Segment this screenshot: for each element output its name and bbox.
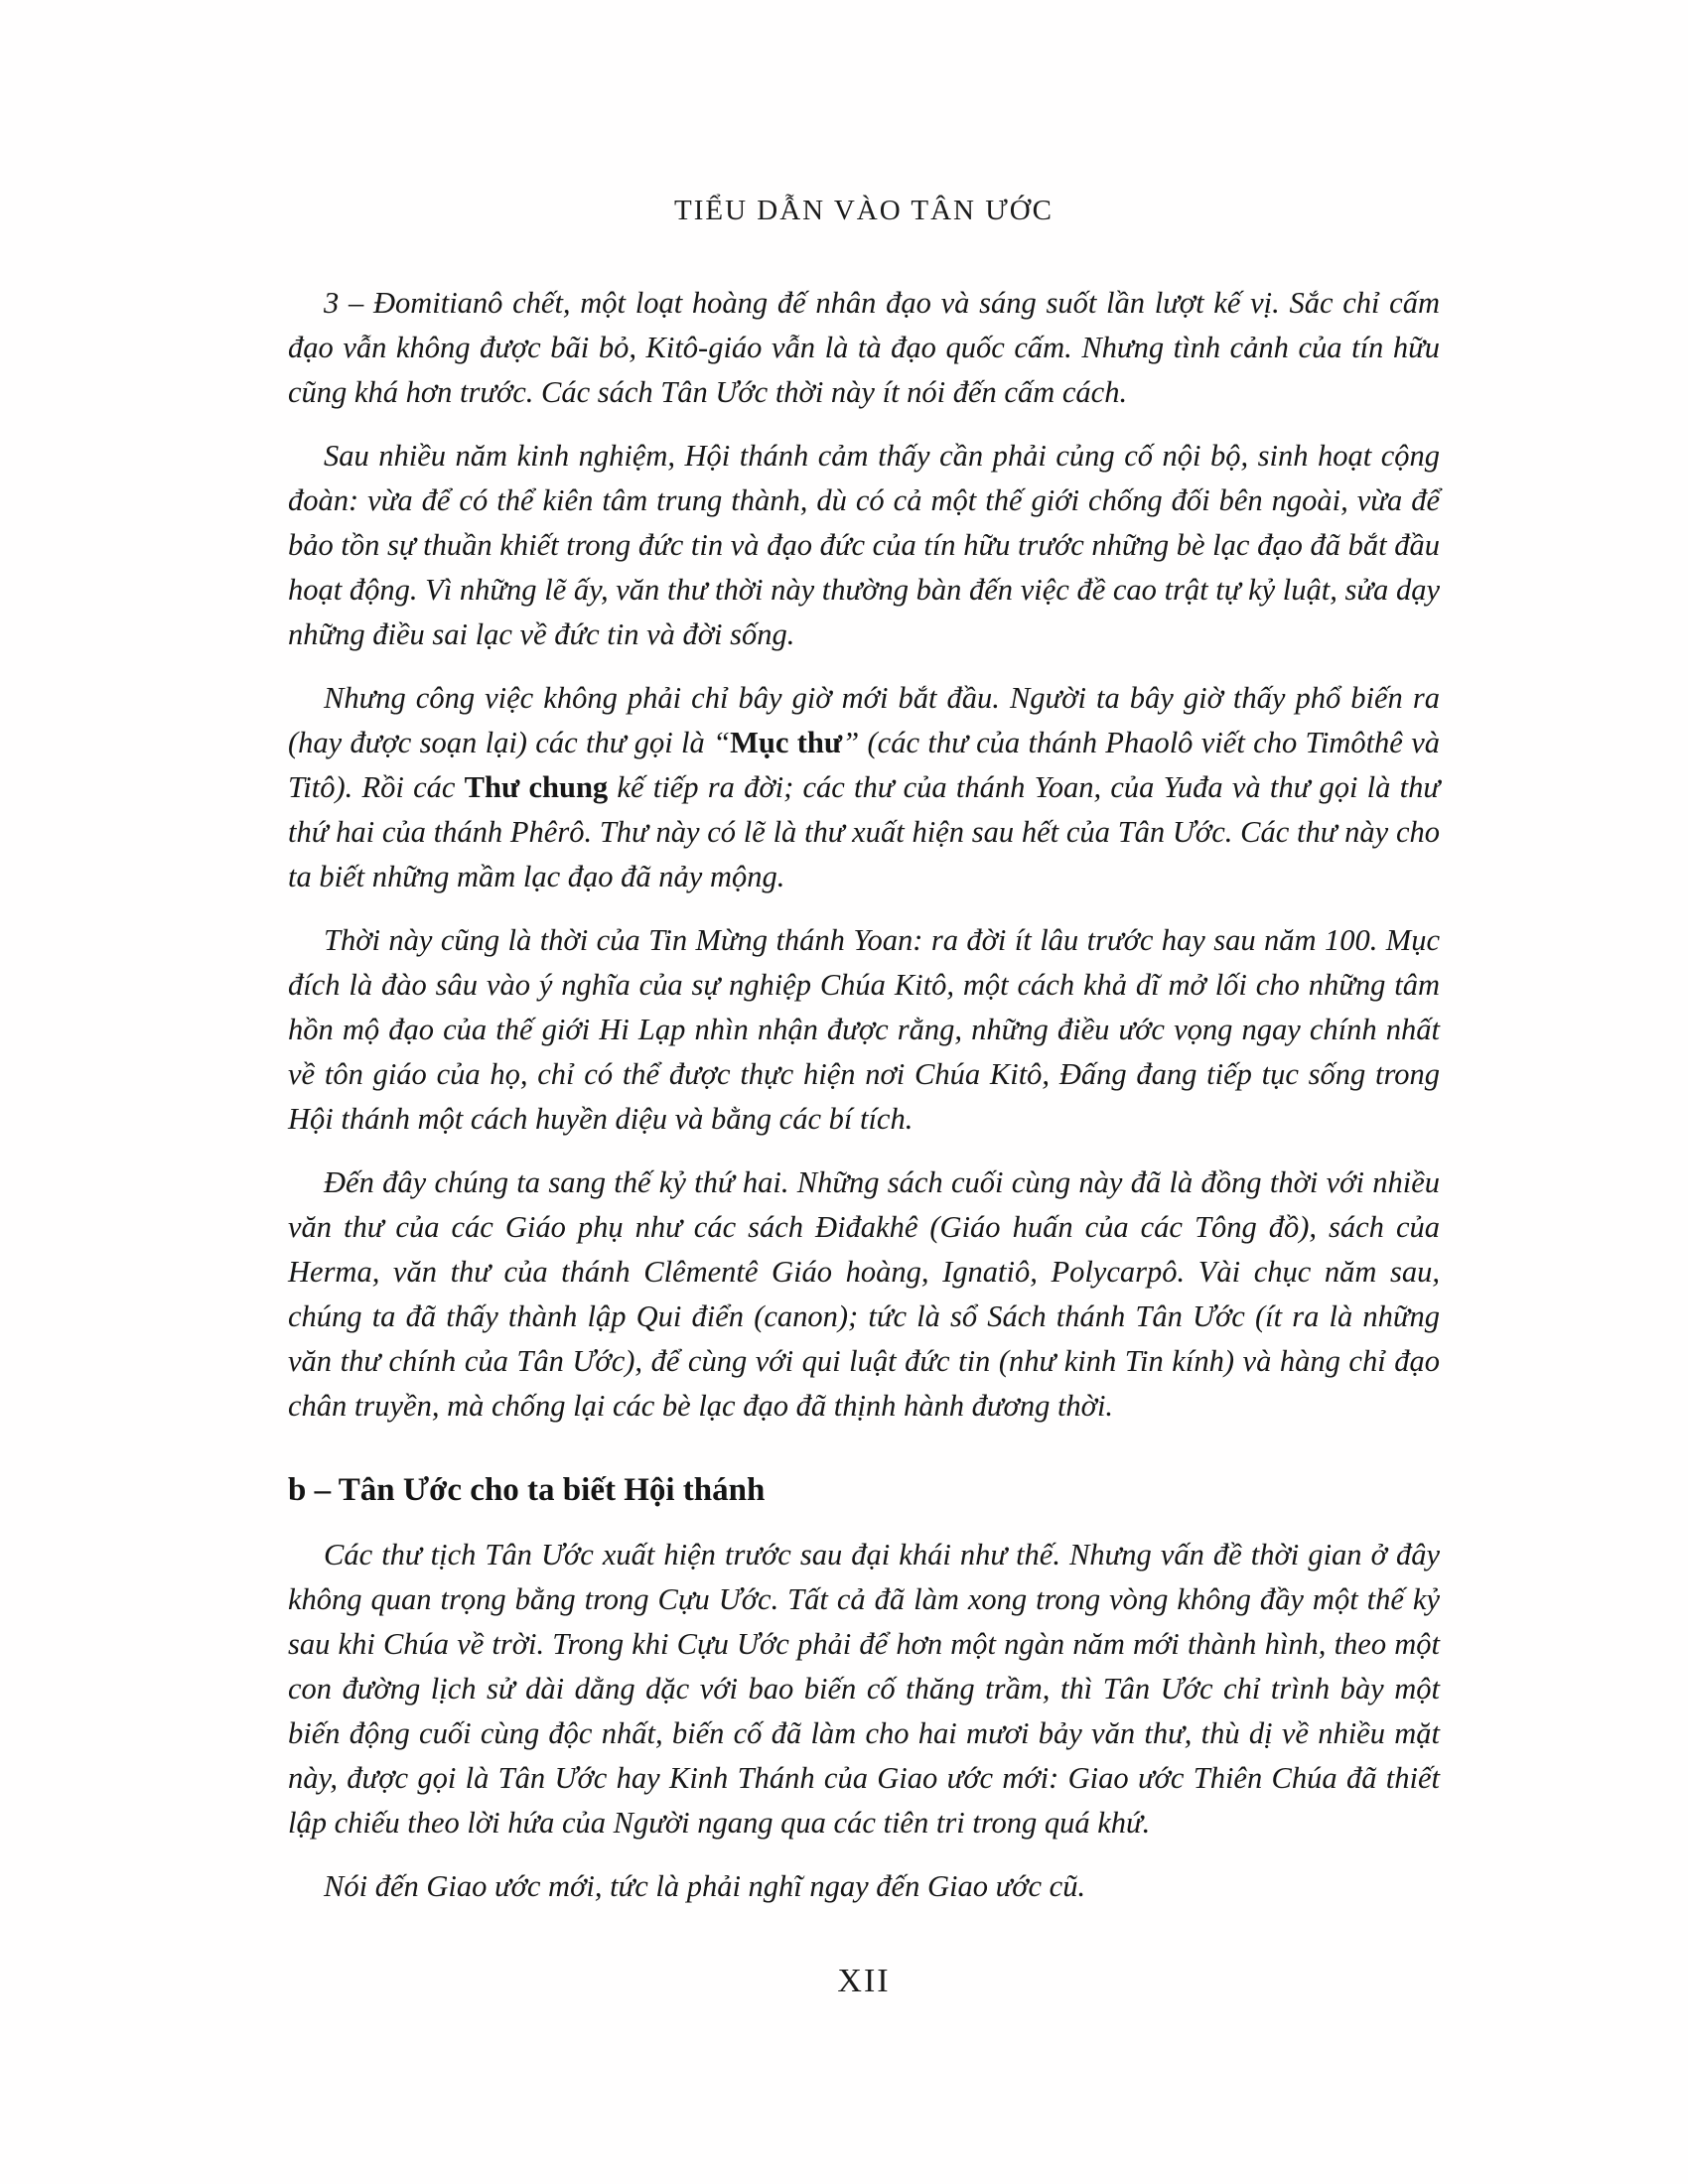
page-title: TIỂU DẪN VÀO TÂN ƯỚC bbox=[673, 195, 1055, 226]
text-run: Các thư tịch Tân Ước xuất hiện trước sau đại khái như thế. Nhưng vấn đề thời gian ở đây không quan trọng bằng trong Cựu Ước. Tất cả đã làm xong trong vòng không đầy một thế kỷ sau khi Chúa về trời. Trong khi Cựu Ước phải để hơn một ngàn năm mới thành hình, theo một con đường lịch sử dài dằng dặc với bao biến cố thăng trầm, thì Tân Ước chỉ trình bày một biến động cuối cùng độc nhất, biến cố đã làm cho hai mươi bảy văn thư, thù dị về nhiều mặt này, được gọi là Tân Ước hay Kinh Thánh của Giao ước mới: Giao ước Thiên Chúa đã thiết lập chiếu theo lời hứa của Người ngang qua các tiên tri trong quá khứ. bbox=[288, 1538, 1440, 1840]
text-run: Nói đến Giao ước mới, tức là phải nghĩ ngay đến Giao ước cũ. bbox=[324, 1869, 1086, 1903]
text-run: Sau nhiều năm kinh nghiệm, Hội thánh cảm thấy cần phải củng cố nội bộ, sinh hoạt cộng đoàn: vừa để có thể kiên tâm trung thành, dù có cả một thế giới chống đối bên ngoài, vừa để bảo tồn sự thuần khiết trong đức tin và đạo đức của tín hữu trước những bè lạc đạo đã bắt đầu hoạt động. Vì những lẽ ấy, văn thư thời này thường bàn đến việc đề cao trật tự kỷ luật, sửa dạy những điều sai lạc về đức tin và đời sống. bbox=[288, 439, 1440, 651]
text-run: ” (các thư của thánh Phaolô viết cho Timôthê và Titô). Rồi các bbox=[288, 726, 1440, 804]
document-body bbox=[288, 281, 1440, 1909]
text-run: Thời này cũng là thời của Tin Mừng thánh Yoan: ra đời ít lâu trước hay sau năm 100. Mục đích là đào sâu vào ý nghĩa của sự nghiệp Chúa Kitô, một cách khả dĩ mở lối cho những tâm hồn mộ đạo của thế giới Hi Lạp nhìn nhận được rằng, những điều ước vọng ngay chính nhất về tôn giáo của họ, chỉ có thể được thực hiện nơi Chúa Kitô, Đấng đang tiếp tục sống trong Hội thánh một cách huyền diệu và bằng các bí tích. bbox=[288, 923, 1440, 1136]
paragraph bbox=[288, 1533, 1440, 1845]
text-run: Đến đây chúng ta sang thế kỷ thứ hai. Những sách cuối cùng này đã là đồng thời với nhiều văn thư của các Giáo phụ như các sách Điđakhê (Giáo huấn của các Tông đồ), sách của Herma, văn thư của thánh Clêmentê Giáo hoàng, Ignatiô, Polycarpô. Vài chục năm sau, chúng ta đã thấy thành lập Qui điển (canon); tức là sổ Sách thánh Tân Ước (ít ra là những văn thư chính của Tân Ước), để cùng với qui luật đức tin (như kinh Tin kính) và hàng chỉ đạo chân truyền, mà chống lại các bè lạc đạo đã thịnh hành đương thời. bbox=[288, 1165, 1440, 1423]
paragraph bbox=[288, 918, 1440, 1142]
bold-text-run: Thư chung bbox=[464, 770, 609, 804]
paragraph bbox=[288, 1160, 1440, 1429]
paragraph bbox=[288, 434, 1440, 657]
bold-text-run: b – Tân Ước cho ta biết Hội thánh bbox=[288, 1472, 766, 1508]
text-run: Nhưng công việc không phải chỉ bây giờ mới bắt đầu. Người ta bây giờ thấy phổ biến ra (hay được soạn lại) các thư gọi là “ bbox=[288, 681, 1440, 759]
bold-text-run: Mục thư bbox=[730, 726, 843, 759]
text-run: 3 – Đomitianô chết, một loạt hoàng đế nhân đạo và sáng suốt lần lượt kế vị. Sắc chỉ cấm đạo vẫn không được bãi bỏ, Kitô-giáo vẫn là tà đạo quốc cấm. Nhưng tình cảnh của tín hữu cũng khá hơn trước. Các sách Tân Ước thời này ít nói đến cấm cách. bbox=[288, 286, 1440, 409]
text-run: kế tiếp ra đời; các thư của thánh Yoan, của Yuđa và thư gọi là thư thứ hai của thánh Phêrô. Thư này có lẽ là thư xuất hiện sau hết của Tân Ước. Các thư này cho ta biết những mầm lạc đạo đã nảy mộng. bbox=[288, 770, 1440, 893]
paragraph bbox=[288, 281, 1440, 415]
paragraph bbox=[288, 676, 1440, 899]
section-heading bbox=[288, 1468, 1440, 1513]
page-number: XII bbox=[837, 1963, 891, 1999]
paragraph bbox=[288, 1864, 1440, 1909]
